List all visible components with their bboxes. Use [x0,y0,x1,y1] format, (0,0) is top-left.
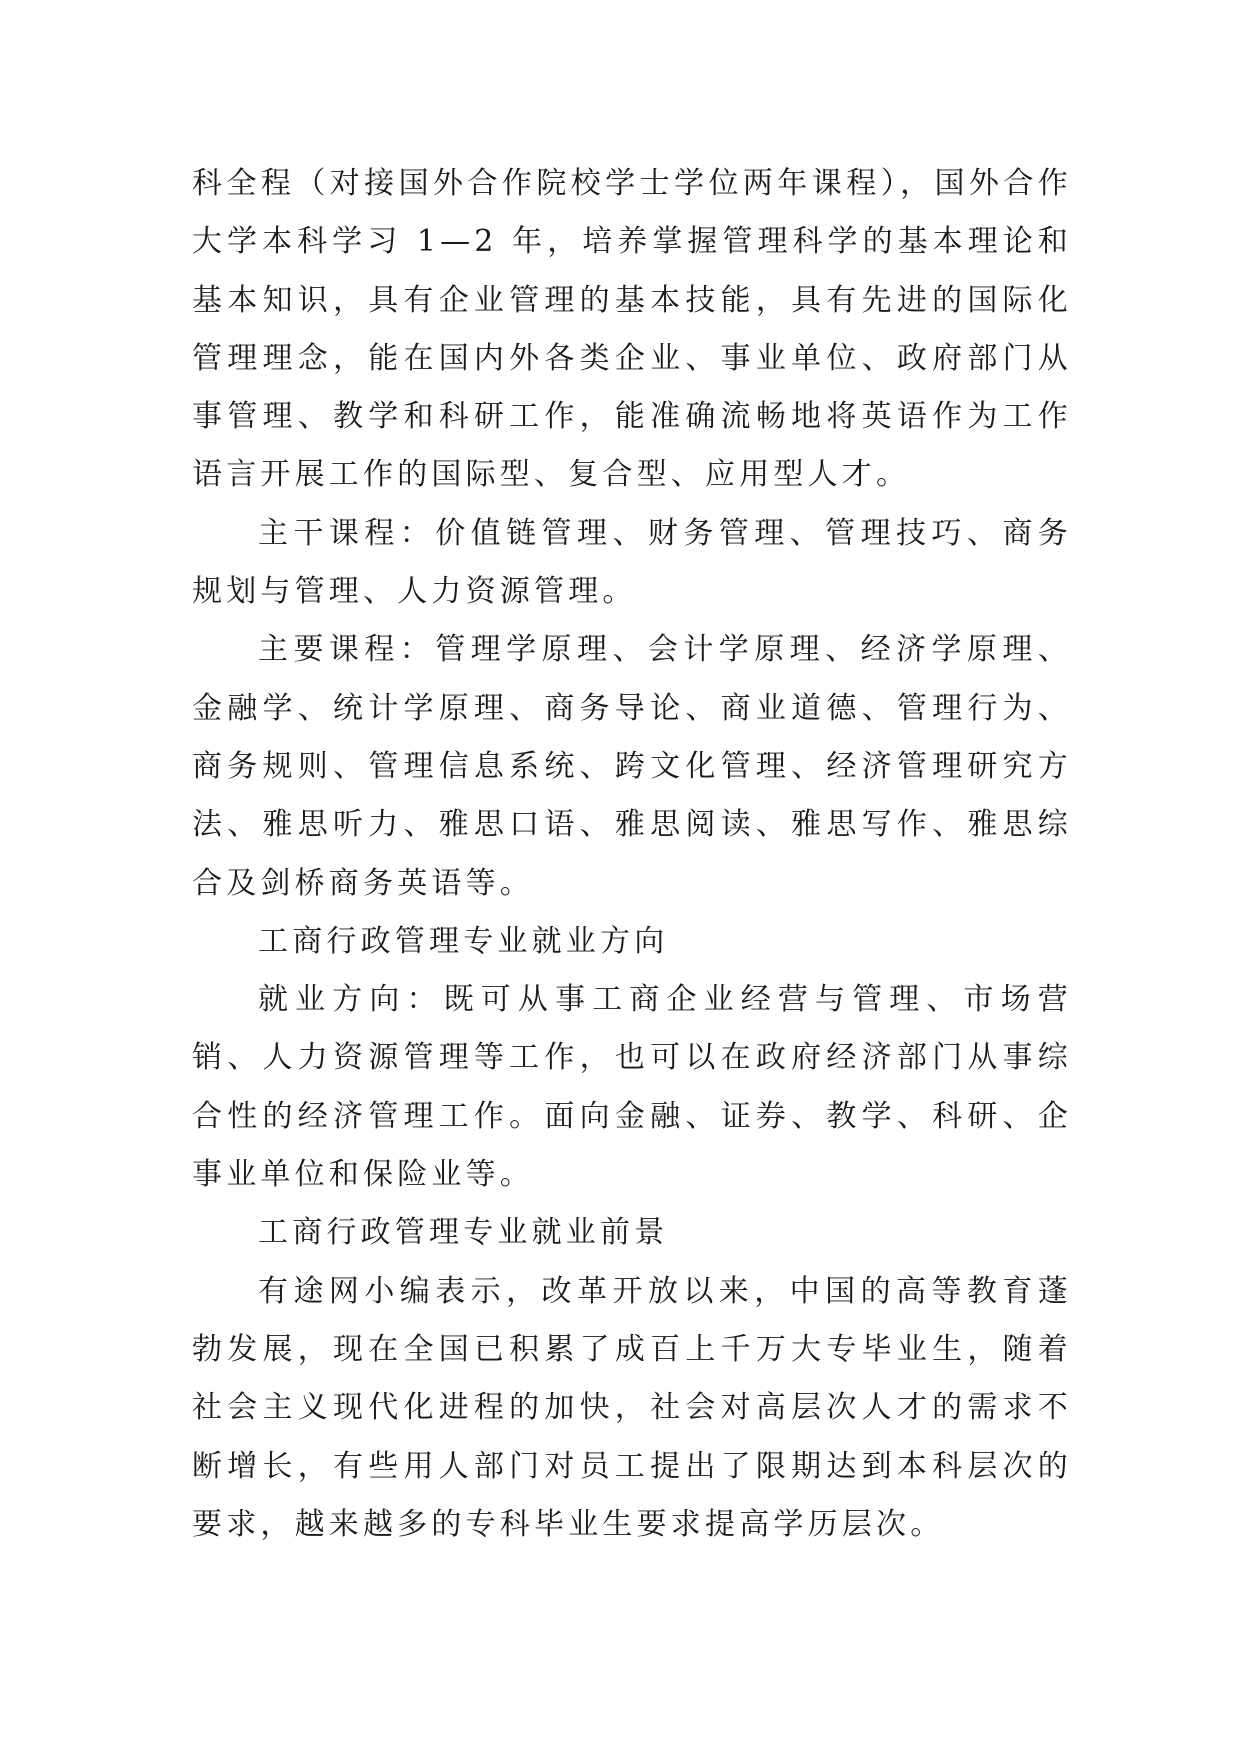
paragraph-career-prospects: 有途网小编表示，改革开放以来，中国的高等教育蓬勃发展，现在全国已积累了成百上千万大专毕业生，随着社会主义现代化进程的加快，社会对高层次人才的需求不断增长，有些用人部门对员工提出了限期达到本科层次的要求，越来越多的专科毕业生要求提高学历层次。 [192,1273,1072,1542]
heading-career-direction: 工商行政管理专业就业方向 [258,923,669,959]
paragraph-core-courses: 主干课程：价值链管理、财务管理、管理技巧、商务规划与管理、人力资源管理。 [192,515,1072,610]
paragraph-training-goal: 科全程（对接国外合作院校学士学位两年课程），国外合作大学本科学习 1—2 年，培养掌握管理科学的基本理论和基本知识，具有企业管理的基本技能，具有先进的国际化管理理念，能在国内外各类企业、事业单位、政府部门从事管理、教学和科研工作，能准确流畅地将英语作为工作语言开展工作的国际型、复合型、应用型人才。 [192,166,1072,493]
heading-career-prospects: 工商行政管理专业就业前景 [258,1215,669,1251]
paragraph-career-direction: 就业方向：既可从事工商企业经营与管理、市场营销、人力资源管理等工作，也可以在政府经济部门从事综合性的经济管理工作。面向金融、证券、教学、科研、企事业单位和保险业等。 [192,982,1072,1193]
paragraph-main-courses: 主要课程：管理学原理、会计学原理、经济学原理、金融学、统计学原理、商务导论、商业道德、管理行为、商务规则、管理信息系统、跨文化管理、经济管理研究方法、雅思听力、雅思口语、雅思阅读、雅思写作、雅思综合及剑桥商务英语等。 [192,632,1072,901]
body-text [192,155,1072,1554]
